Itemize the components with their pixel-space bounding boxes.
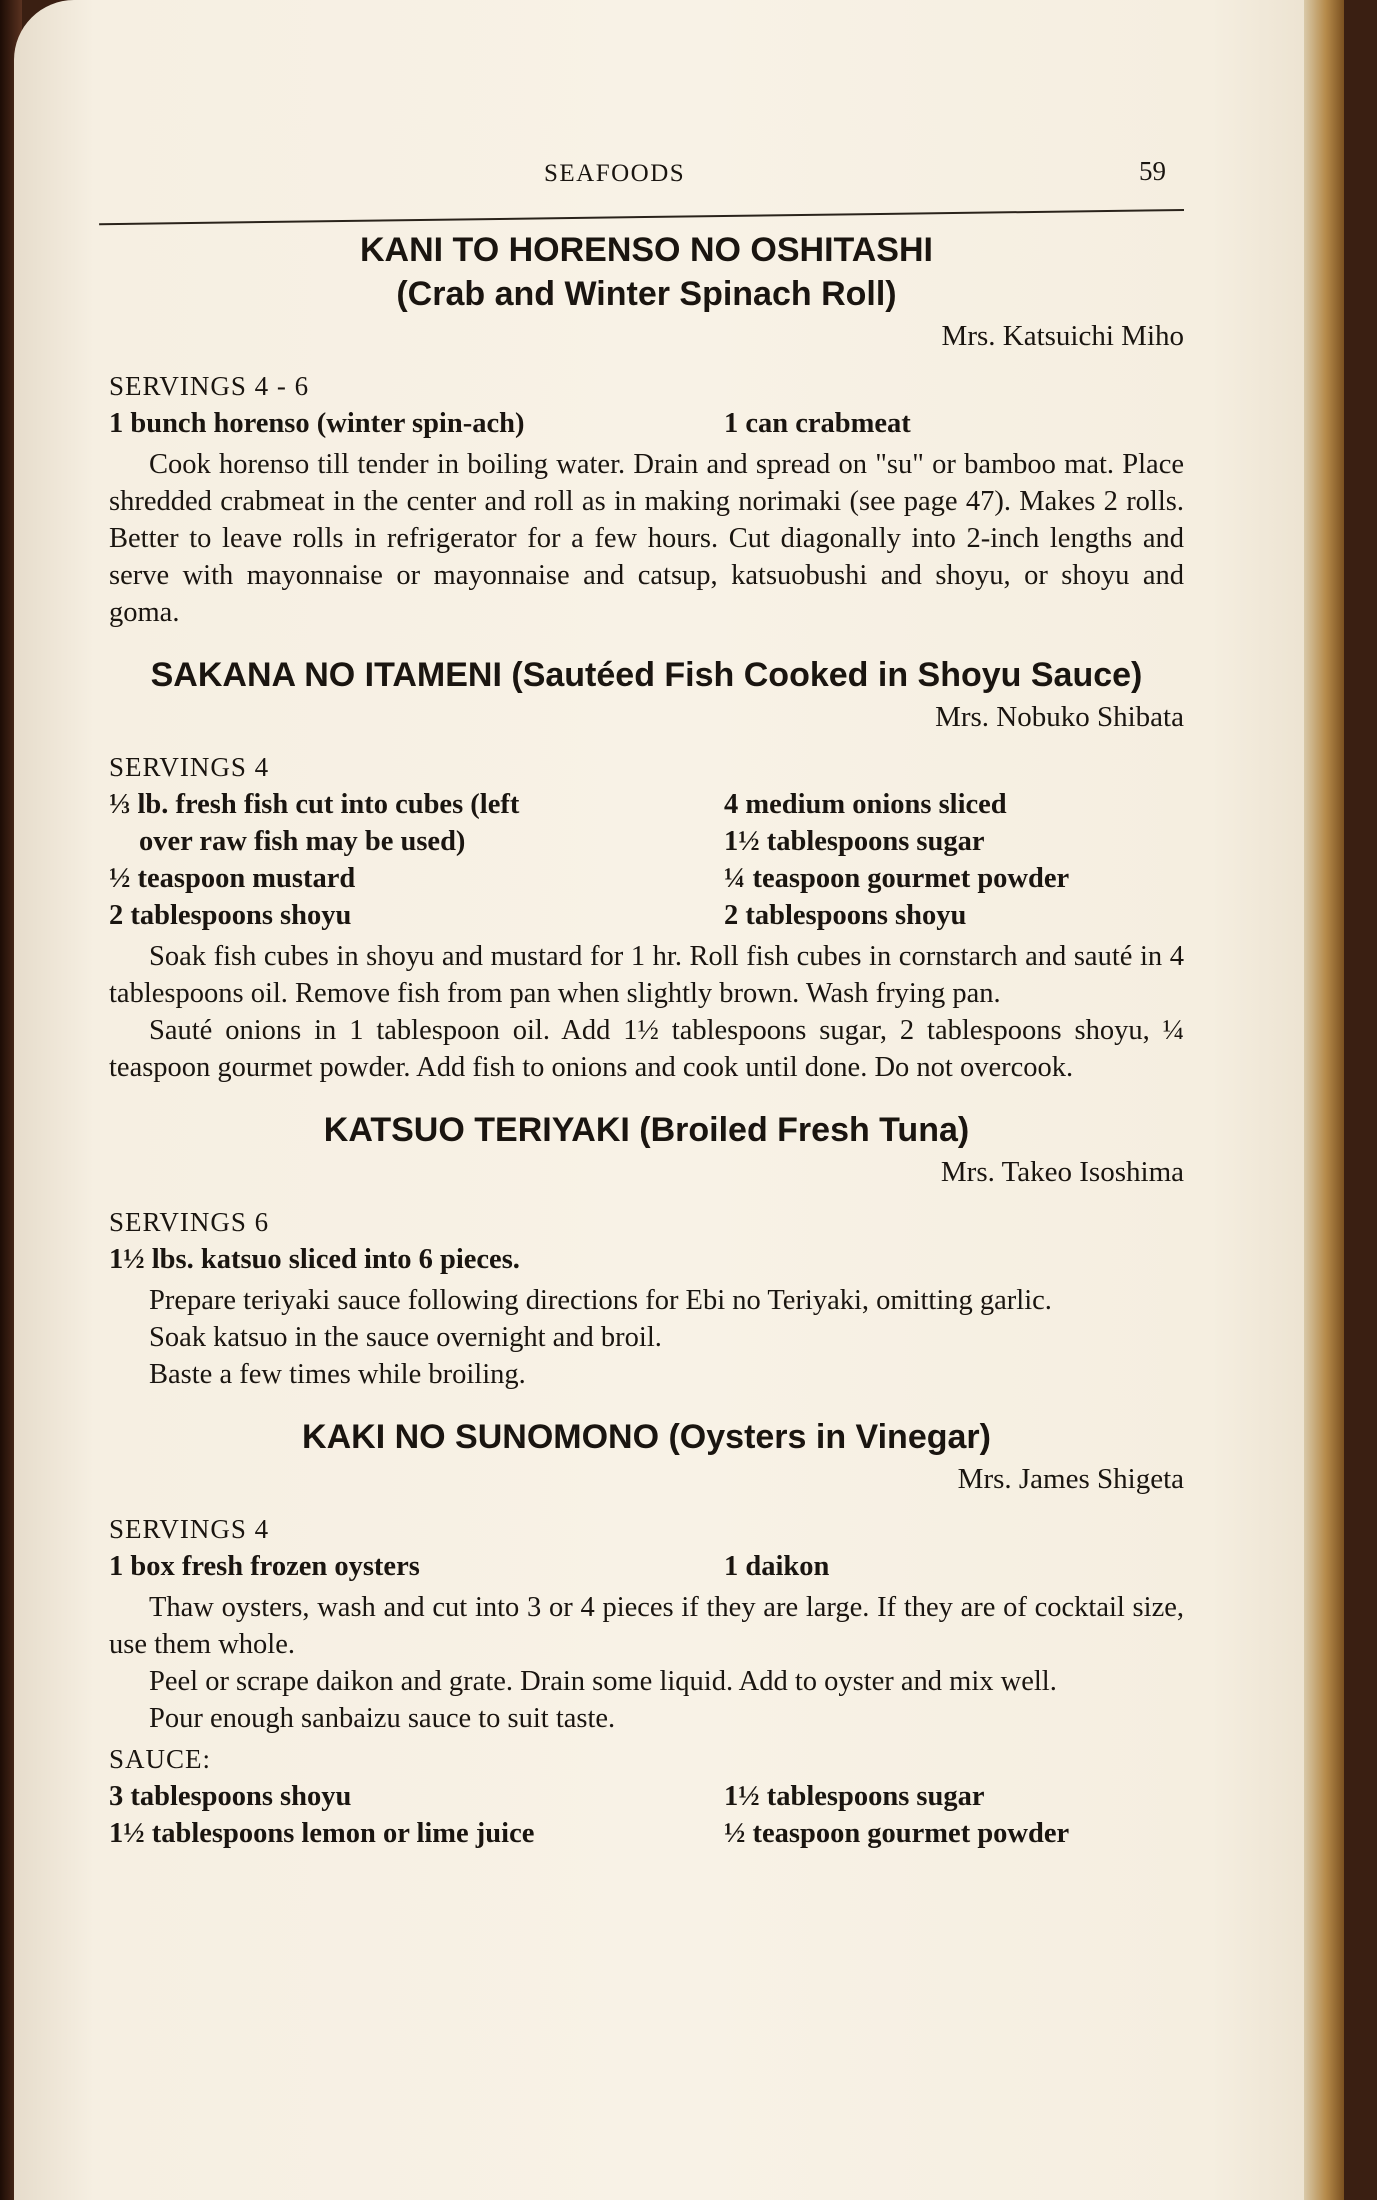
servings: SERVINGS 4 (109, 1514, 270, 1544)
sauce-left (109, 1778, 579, 1852)
page-content (109, 228, 1184, 1856)
recipe-contributor: Mrs. James Shigeta (957, 1463, 1184, 1495)
directions: Soak fish cubes in shoyu and mustard for 1 hr. Roll fish cubes in cornstarch and sauté in 4 tablespoons oil. Remove fish from pan when slightly brown. Wash frying pan. (109, 941, 1184, 1009)
ingredient: 1 can crabmeat (724, 408, 911, 439)
ingredient: 1½ tablespoons sugar (724, 826, 985, 857)
ingredients-left (109, 1241, 1009, 1278)
servings: SERVINGS 4 (109, 752, 270, 782)
recipe-kani-to-horenso (109, 228, 1184, 631)
sauce-ingredients (109, 1778, 1184, 1852)
running-head (14, 156, 1344, 200)
page-number: 59 (1139, 156, 1166, 186)
ingredient: ⅓ lb. fresh fish cut into cubes (left over raw fish may be used) (109, 789, 520, 857)
recipe-contributor: Mrs. Katsuichi Miho (941, 320, 1184, 352)
directions: Thaw oysters, wash and cut into 3 or 4 pieces if they are large. If they are of cocktail size, use them whole. (109, 1592, 1184, 1660)
recipe-title: KAKI NO SUNOMONO (Oysters in Vinegar) (302, 1418, 991, 1456)
directions: Cook horenso till tender in boiling water. Drain and spread on "su" or bamboo mat. Place shredded crabmeat in the center and roll as in making norimaki (see page 47). Makes 2 rolls. Better to leave rolls in refrigerator for a few hours. Cut diagonally into 2-inch lengths and serve with mayonnaise or mayonnaise and catsup, katsuobushi and shoyu, or shoyu and goma. (109, 449, 1184, 628)
ingredient: 1½ tablespoons lemon or lime juice (109, 1818, 535, 1849)
ingredient: 2 tablespoons shoyu (724, 900, 967, 931)
book-page (14, 0, 1344, 2200)
ingredients-left (109, 405, 579, 442)
sauce-right (724, 1778, 1184, 1852)
servings: SERVINGS 6 (109, 1207, 270, 1237)
recipe-contributor: Mrs. Nobuko Shibata (935, 701, 1184, 733)
directions: Peel or scrape daikon and grate. Drain some liquid. Add to oyster and mix well. (149, 1666, 1057, 1697)
ingredients (109, 1548, 1184, 1585)
ingredient: 1 bunch horenso (winter spin-ach) (109, 408, 525, 439)
ingredients (109, 405, 1184, 442)
recipe-title: KANI TO HORENSO NO OSHITASHI (359, 231, 933, 269)
directions: Prepare teriyaki sauce following directions for Ebi no Teriyaki, omitting garlic. (149, 1285, 1052, 1316)
recipe-contributor: Mrs. Takeo Isoshima (940, 1156, 1184, 1188)
directions: Baste a few times while broiling. (149, 1359, 526, 1390)
ingredients-right (724, 1548, 1184, 1585)
ingredient: 3 tablespoons shoyu (109, 1781, 352, 1812)
book-spine (1304, 0, 1344, 2200)
ingredient: 1 daikon (724, 1551, 830, 1582)
ingredient: ½ teaspoon mustard (109, 863, 356, 894)
ingredient: 1½ tablespoons sugar (724, 1781, 985, 1812)
ingredient: ¼ teaspoon gourmet powder (724, 863, 1070, 894)
recipe-title: SAKANA NO ITAMENI (Sautéed Fish Cooked in Shoyu Sauce) (150, 656, 1143, 694)
recipe-sakana-no-itameni (109, 653, 1184, 1086)
recipe-title: KATSUO TERIYAKI (Broiled Fresh Tuna) (323, 1111, 970, 1149)
ingredients-left (109, 786, 579, 934)
recipe-katsuo-teriyaki (109, 1108, 1184, 1393)
directions: Soak katsuo in the sauce overnight and broil. (149, 1322, 662, 1353)
recipe-subtitle: (Crab and Winter Spinach Roll) (396, 275, 897, 313)
directions: Sauté onions in 1 tablespoon oil. Add 1½ tablespoons sugar, 2 tablespoons shoyu, ¼ teaspoon gourmet powder. Add fish to onions and cook until done. Do not overcook. (109, 1015, 1184, 1083)
section-title: SEAFOODS (544, 160, 686, 187)
servings: SERVINGS 4 - 6 (109, 371, 310, 401)
recipe-kaki-no-sunomono (109, 1415, 1184, 1852)
ingredient: 1 box fresh frozen oysters (109, 1551, 420, 1582)
ingredients (109, 786, 1184, 934)
ingredient: 4 medium onions sliced (724, 789, 1007, 820)
ingredient: 1½ lbs. katsuo sliced into 6 pieces. (109, 1244, 520, 1275)
ingredient: 2 tablespoons shoyu (109, 900, 352, 931)
sauce-label: SAUCE: (109, 1744, 212, 1774)
ingredients-right (724, 405, 1184, 442)
ingredients-right (724, 786, 1184, 934)
ingredients-left (109, 1548, 579, 1585)
header-rule (99, 209, 1184, 225)
ingredients (109, 1241, 1184, 1278)
ingredient: ½ teaspoon gourmet powder (724, 1818, 1070, 1849)
directions: Pour enough sanbaizu sauce to suit taste. (149, 1703, 616, 1734)
